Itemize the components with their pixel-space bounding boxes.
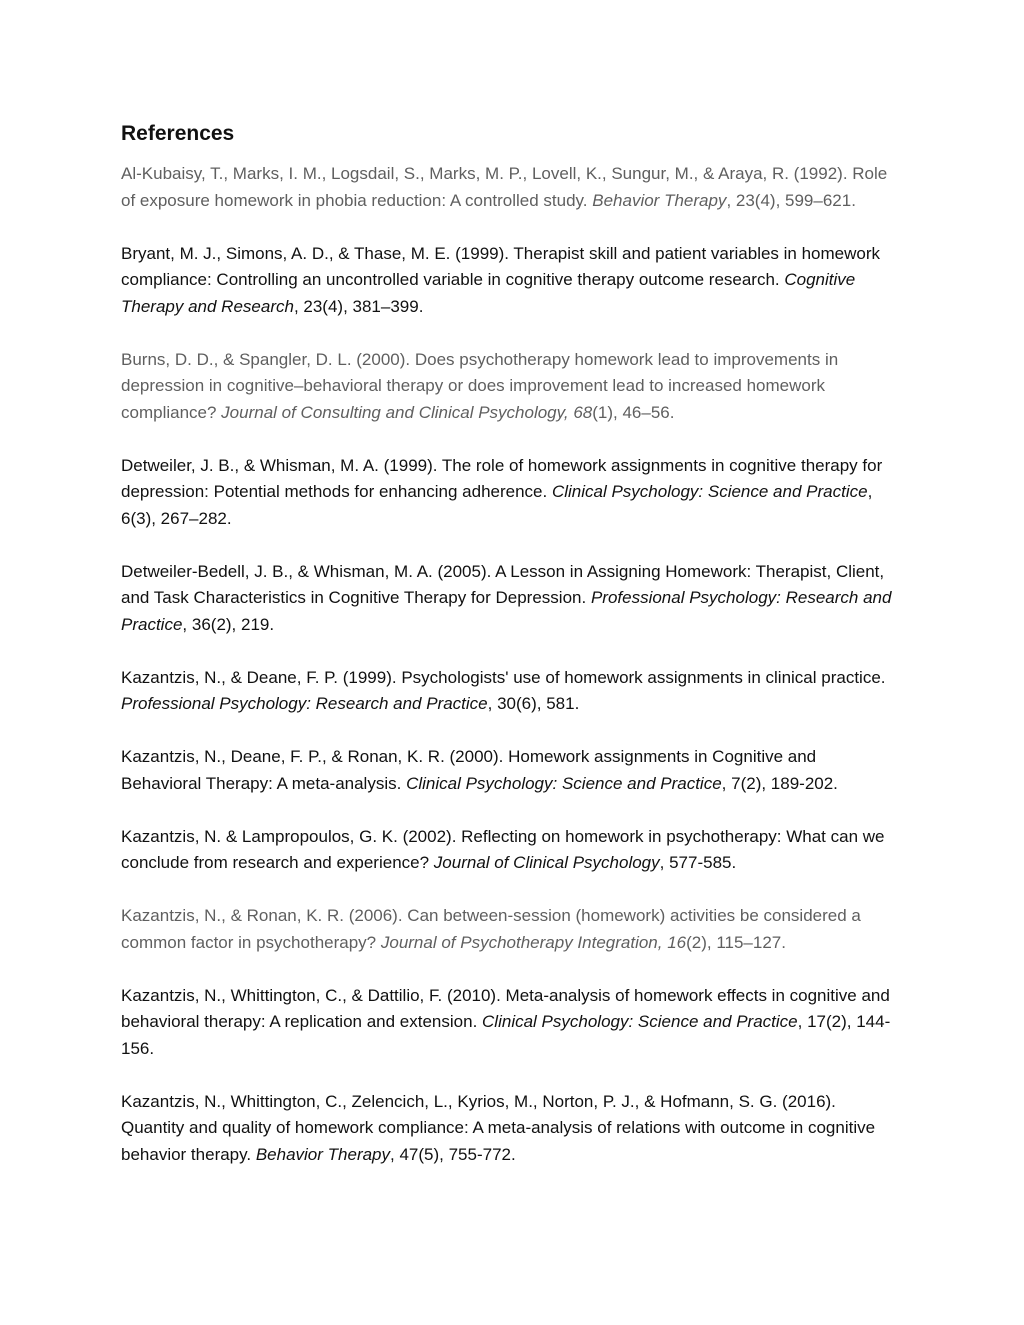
reference-journal: Clinical Psychology: Science and Practice <box>406 773 722 793</box>
reference-text: Detweiler, J. B., & Whisman, M. A. (1999). The role of homework assignments in cognitive therapy for depression: Potential methods for enhancing adherence. <box>121 455 883 501</box>
reference-entry <box>121 983 901 1063</box>
reference-volume: , 6(3), 267–282. <box>121 482 873 528</box>
reference-journal: Behavior Therapy <box>255 1144 391 1164</box>
reference-entry <box>121 347 901 427</box>
reference-text: Kazantzis, N., & Ronan, K. R. (2006). Can between-session (homework) activities be considered a common factor in psychotherapy? <box>121 906 861 952</box>
reference-journal: Journal of Clinical Psychology <box>433 853 660 872</box>
reference-text: Kazantzis, N. & Lampropoulos, G. K. (2002). Reflecting on homework in psychotherapy: What can we conclude from research and experience? <box>121 826 885 872</box>
reference-entry <box>121 1089 901 1169</box>
reference-text: Al-Kubaisy, T., Marks, I. M., Logsdail, S., Marks, M. P., Lovell, K., Sungur, M., & Araya, R. (1992). Role of exposure homework in phobia reduction: A controlled study. <box>121 164 888 210</box>
reference-text: Kazantzis, N., Whittington, C., Zelencich, L., Kyrios, M., Norton, P. J., & Hofmann, S. G. (2016). Quantity and quality of homework compliance: A meta-analysis of relations with outcome in cognitive behavior therapy. <box>121 1091 876 1164</box>
reference-volume: , 23(4), 599–621. <box>726 190 856 210</box>
reference-entry <box>121 241 901 321</box>
reference-text: Kazantzis, N., Deane, F. P., & Ronan, K. R. (2000). Homework assignments in Cognitive and Behavioral Therapy: A meta-analysis. <box>121 747 817 793</box>
reference-text: Bryant, M. J., Simons, A. D., & Thase, M. E. (1999). Therapist skill and patient variables in homework compliance: Controlling an uncontrolled variable in cognitive therapy outcome research. <box>121 243 881 289</box>
reference-journal: Clinical Psychology: Science and Practice <box>482 1012 798 1031</box>
reference-text: Kazantzis, N., Whittington, C., & Dattilio, F. (2010). Meta-analysis of homework effects in cognitive and behavioral therapy: A replication and extension. <box>121 985 890 1031</box>
document-page <box>121 119 901 1195</box>
references-heading: References <box>121 122 235 145</box>
reference-text: Burns, D. D., & Spangler, D. L. (2000). Does psychotherapy homework lead to improvements in depression in cognitive–behavioral therapy or does improvement lead to increased homework compliance? <box>121 349 839 422</box>
reference-journal: Behavior Therapy <box>592 190 727 210</box>
reference-entry <box>121 824 901 877</box>
reference-entry <box>121 665 901 718</box>
reference-entry <box>121 903 901 956</box>
reference-volume: , 17(2), 144-156. <box>121 1012 891 1058</box>
reference-volume: (2), 115–127. <box>686 932 786 952</box>
reference-entry <box>121 744 901 797</box>
reference-volume: , 23(4), 381–399. <box>293 296 424 316</box>
reference-journal: Professional Psychology: Research and Practice <box>121 694 488 713</box>
reference-volume: , 30(6), 581. <box>487 694 580 713</box>
reference-entry <box>121 559 901 639</box>
reference-text: Detweiler-Bedell, J. B., & Whisman, M. A. (2005). A Lesson in Assigning Homework: Therapist, Client, and Task Characteristics in Cognitive Therapy for Depression. <box>121 561 885 607</box>
reference-entry <box>121 453 901 533</box>
reference-journal: Clinical Psychology: Science and Practice <box>551 482 868 501</box>
reference-volume: , 47(5), 755-772. <box>390 1144 516 1164</box>
reference-volume: , 577-585. <box>659 853 737 872</box>
reference-journal: Professional Psychology: Research and Practice <box>121 588 892 634</box>
reference-journal: Journal of Psychotherapy Integration, 16 <box>380 932 687 952</box>
reference-volume: , 7(2), 189-202. <box>721 773 838 793</box>
reference-volume: (1), 46–56. <box>592 402 675 422</box>
reference-volume: , 36(2), 219. <box>182 614 275 634</box>
reference-journal: Journal of Consulting and Clinical Psychology, 68 <box>221 402 593 422</box>
reference-text: Kazantzis, N., & Deane, F. P. (1999). Psychologists' use of homework assignments in clinical practice. <box>121 667 886 687</box>
reference-entry <box>121 161 901 214</box>
reference-journal: Cognitive Therapy and Research <box>121 270 856 316</box>
